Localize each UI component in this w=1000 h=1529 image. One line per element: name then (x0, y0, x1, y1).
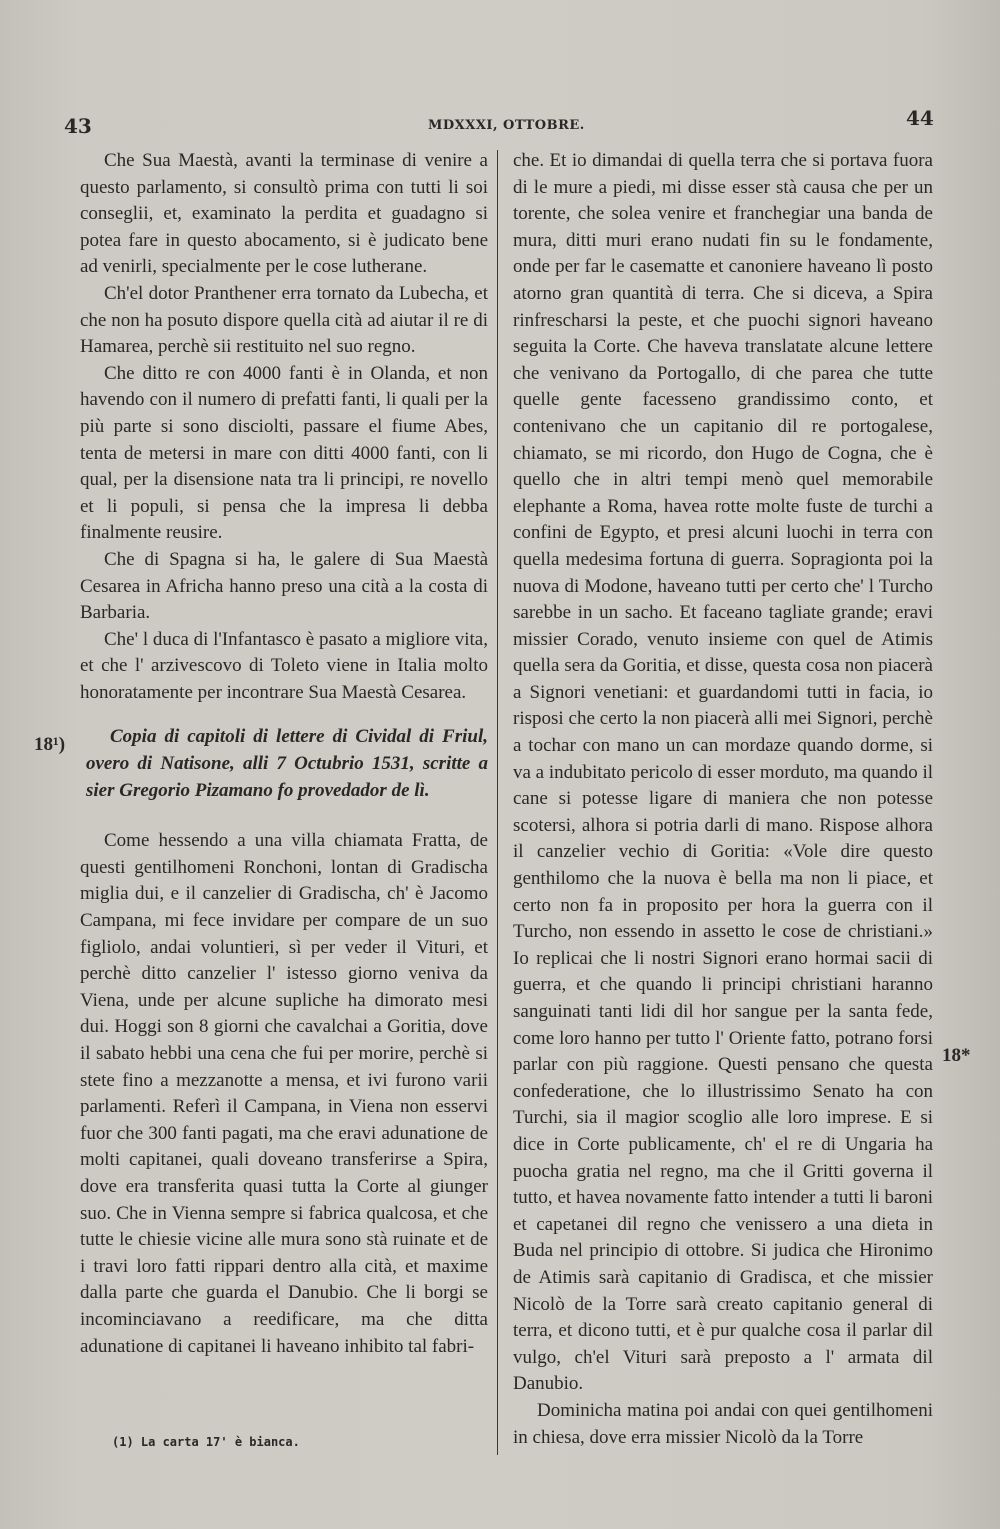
footnote: (1) La carta 17' è bianca. (112, 1435, 300, 1449)
paragraph: Ch'el dotor Pranthener erra tornato da Lubecha, et che non ha posuto dispore quella cità ad aiutar il re di Hamarea, perchè sii restituito nel suo regno. (80, 282, 488, 358)
page-header (0, 106, 1000, 142)
paragraph: Che' l duca di l'Infantasco è pasato a migliore vita, et che l' arzivescovo di Toleto viene in Italia molto honoratamente per incontrare Sua Maestà Cesarea. (80, 628, 488, 703)
paragraph: Che ditto re con 4000 fanti è in Olanda, et non havendo con il numero di prefatti fanti, li quali per la più parte si sono disciolti, passare el fiume Abes, tenta de metersi in mare con ditti 4000 fanti, con li qual, per la disensione nata tra li principi, re novello et li populi, si pensa che la impresa li debba finalmente reusire. (80, 362, 488, 544)
paragraph: Dominicha matina poi andai con quei gentilhomeni in chiesa, dove erra missier Nicolò da la Torre (513, 1399, 933, 1448)
paragraph: che. Et io dimandai di quella terra che si portava fuora di le mure a piedi, mi disse esser stà causa che per un torente, che solea venire et franchegiar una banda de mura, ditti muri erano nudati fin su le fondamente, onde per far le casematte et canoniere haveano lì posto atorno gran quantità di terra. Che si diceva, a Spira rinfrescharsi la peste, et che puochi signori haveano seguita la Corte. Che haveva translatate alcune lettere che venivano da Portogallo, di che parea che tutte quelle gente facesseno grandissimo conto, et contenivano che un capitanio dil re portogalese, chiamato, se mi ricordo, don Hugo de Cogna, che è quello che in altri tempi menò quel memorabile elephante a Roma, havea rotte molte fuste de turchi a confini de Egypto, et presi alcuni luochi in terra con quella medesima fortuna di guerra. Sopragionta poi la nuova di Modone, haveano tutti per certo che' l Turcho sarebbe in un sacho. Et faceano tagliate grande; eravi missier Corado, venuto insieme con quel de Atimis quella sera da Goritia, et disse, questa cosa non piacerà a Signori venetiani: et guardandomi tutti in facia, io risposi che certo la non piacerà alli mei Signori, perchè a tochar con mano un can mordaze quando dorme, si va a indubitato pericolo di esser morduto, ma quando il cane si potesse ligare di maniera che non potesse scotersi, alhora si potria darli di mano. Rispose alhora il canzelier vechio di Goritia: «Vole dire questo genthilomo che la nuova è bella ma non li piace, et certo non fa in proposito per hora la guerra con il Turcho, non essendo in assetto le cose de christiani.» Io replicai che li nostri Signori erano hormai sacii di guerra, et che quando li principi christiani haranno sanguinati tanti lidi dil hor sangue per la santa fede, come loro hanno per tutto l' Oriente fatto, potrano forsi parlar con più raggione. Questi pensano che questa confederatione, che lo illustrissimo Senato ha con Turchi, sia il magior scoglio alle loro imprese. E si dice in Corte publicamente, ch' el re di Ungaria ha puocha gratia nel regno, ma che il Gritti governa il tutto, et havea novamente fatto intender a tutti li baroni et capetanei dil regno che venissero a una dieta in Buda nel principio di ottobre. Si judica che Hironimo de Atimis sarà capitanio di Gradisca, et che missier Nicolò de la Torre sarà creato capitanio general di terra, et dicono tutti, et è pur qualche cosa il parlar dil vulgo, ch'el Vituri sarà preposto a l' armata dil Danubio. (513, 150, 934, 1395)
column-divider (497, 150, 498, 1455)
margin-note-left: 18¹) (34, 734, 66, 756)
paragraph: Come hessendo a una villa chiamata Fratta, de questi gentilhomeni Ronchoni, lontan di Gradischa miglia dui, e il canzelier di Gradischa, ch' è Jacomo Campana, mi fece invidare per compare de un suo figliolo, andai voluntieri, sì per veder il Vituri, et perchè ditto canzelier l' istesso giorno veniva da Viena, unde per alcune supliche ha dimorato mesi dui. Hoggi son 8 giorni che cavalchai a Goritia, dove il sabato hebbi una cena che fui per morire, perchè si stete fino a mezzanotte a mensa, et ivi furono varii parlamenti. Referì il Campana, in Viena non esservi fuor che 300 fanti pagati, ma che eravi adunatione de molti capitanei, quali doveano transferirse a Spira, dove era transferita quasi tutta la Corte al giunger suo. Che in Vienna sempre si fabrica qualcosa, et che tutte le chiesie vicine alle mura sono stà ruinate et de i travi loro fatti rippari dentro alla cità, et maxime dalla parte che guarda el Danubio. Che li borgi se incominciavano a reedificare, ma che ditta adunatione di capitanei li haveano inhibito tal fabri- (80, 830, 488, 1357)
running-title: MDXXXI, OTTOBRE. (428, 118, 585, 133)
left-column (34, 148, 488, 1360)
right-page-number: 44 (906, 106, 934, 130)
margin-note-right: 18* (942, 1045, 971, 1066)
paragraph: Che di Spagna si ha, le galere di Sua Maestà Cesarea in Africha hanno preso una cità a la costa di Barbaria. (80, 548, 488, 624)
paragraph: Che Sua Maestà, avanti la terminase di venire a questo parlamento, si consultò prima con tutti li soi conseglii, et, examinato la perdita et guadagno si potea fare in questo abocamento, si è judicato bene ad venirli, specialmente per le cose lutherane. (80, 150, 488, 278)
section-heading-block (34, 724, 488, 804)
section-heading: Copia di capitoli di lettere di Cividal di Friul, overo di Natisone, alli 7 Octubrio 1531, scritte a sier Gregorio Pizamano fo provedador de lì. (86, 726, 488, 801)
left-page-number: 43 (64, 114, 92, 138)
right-column (513, 148, 933, 1451)
